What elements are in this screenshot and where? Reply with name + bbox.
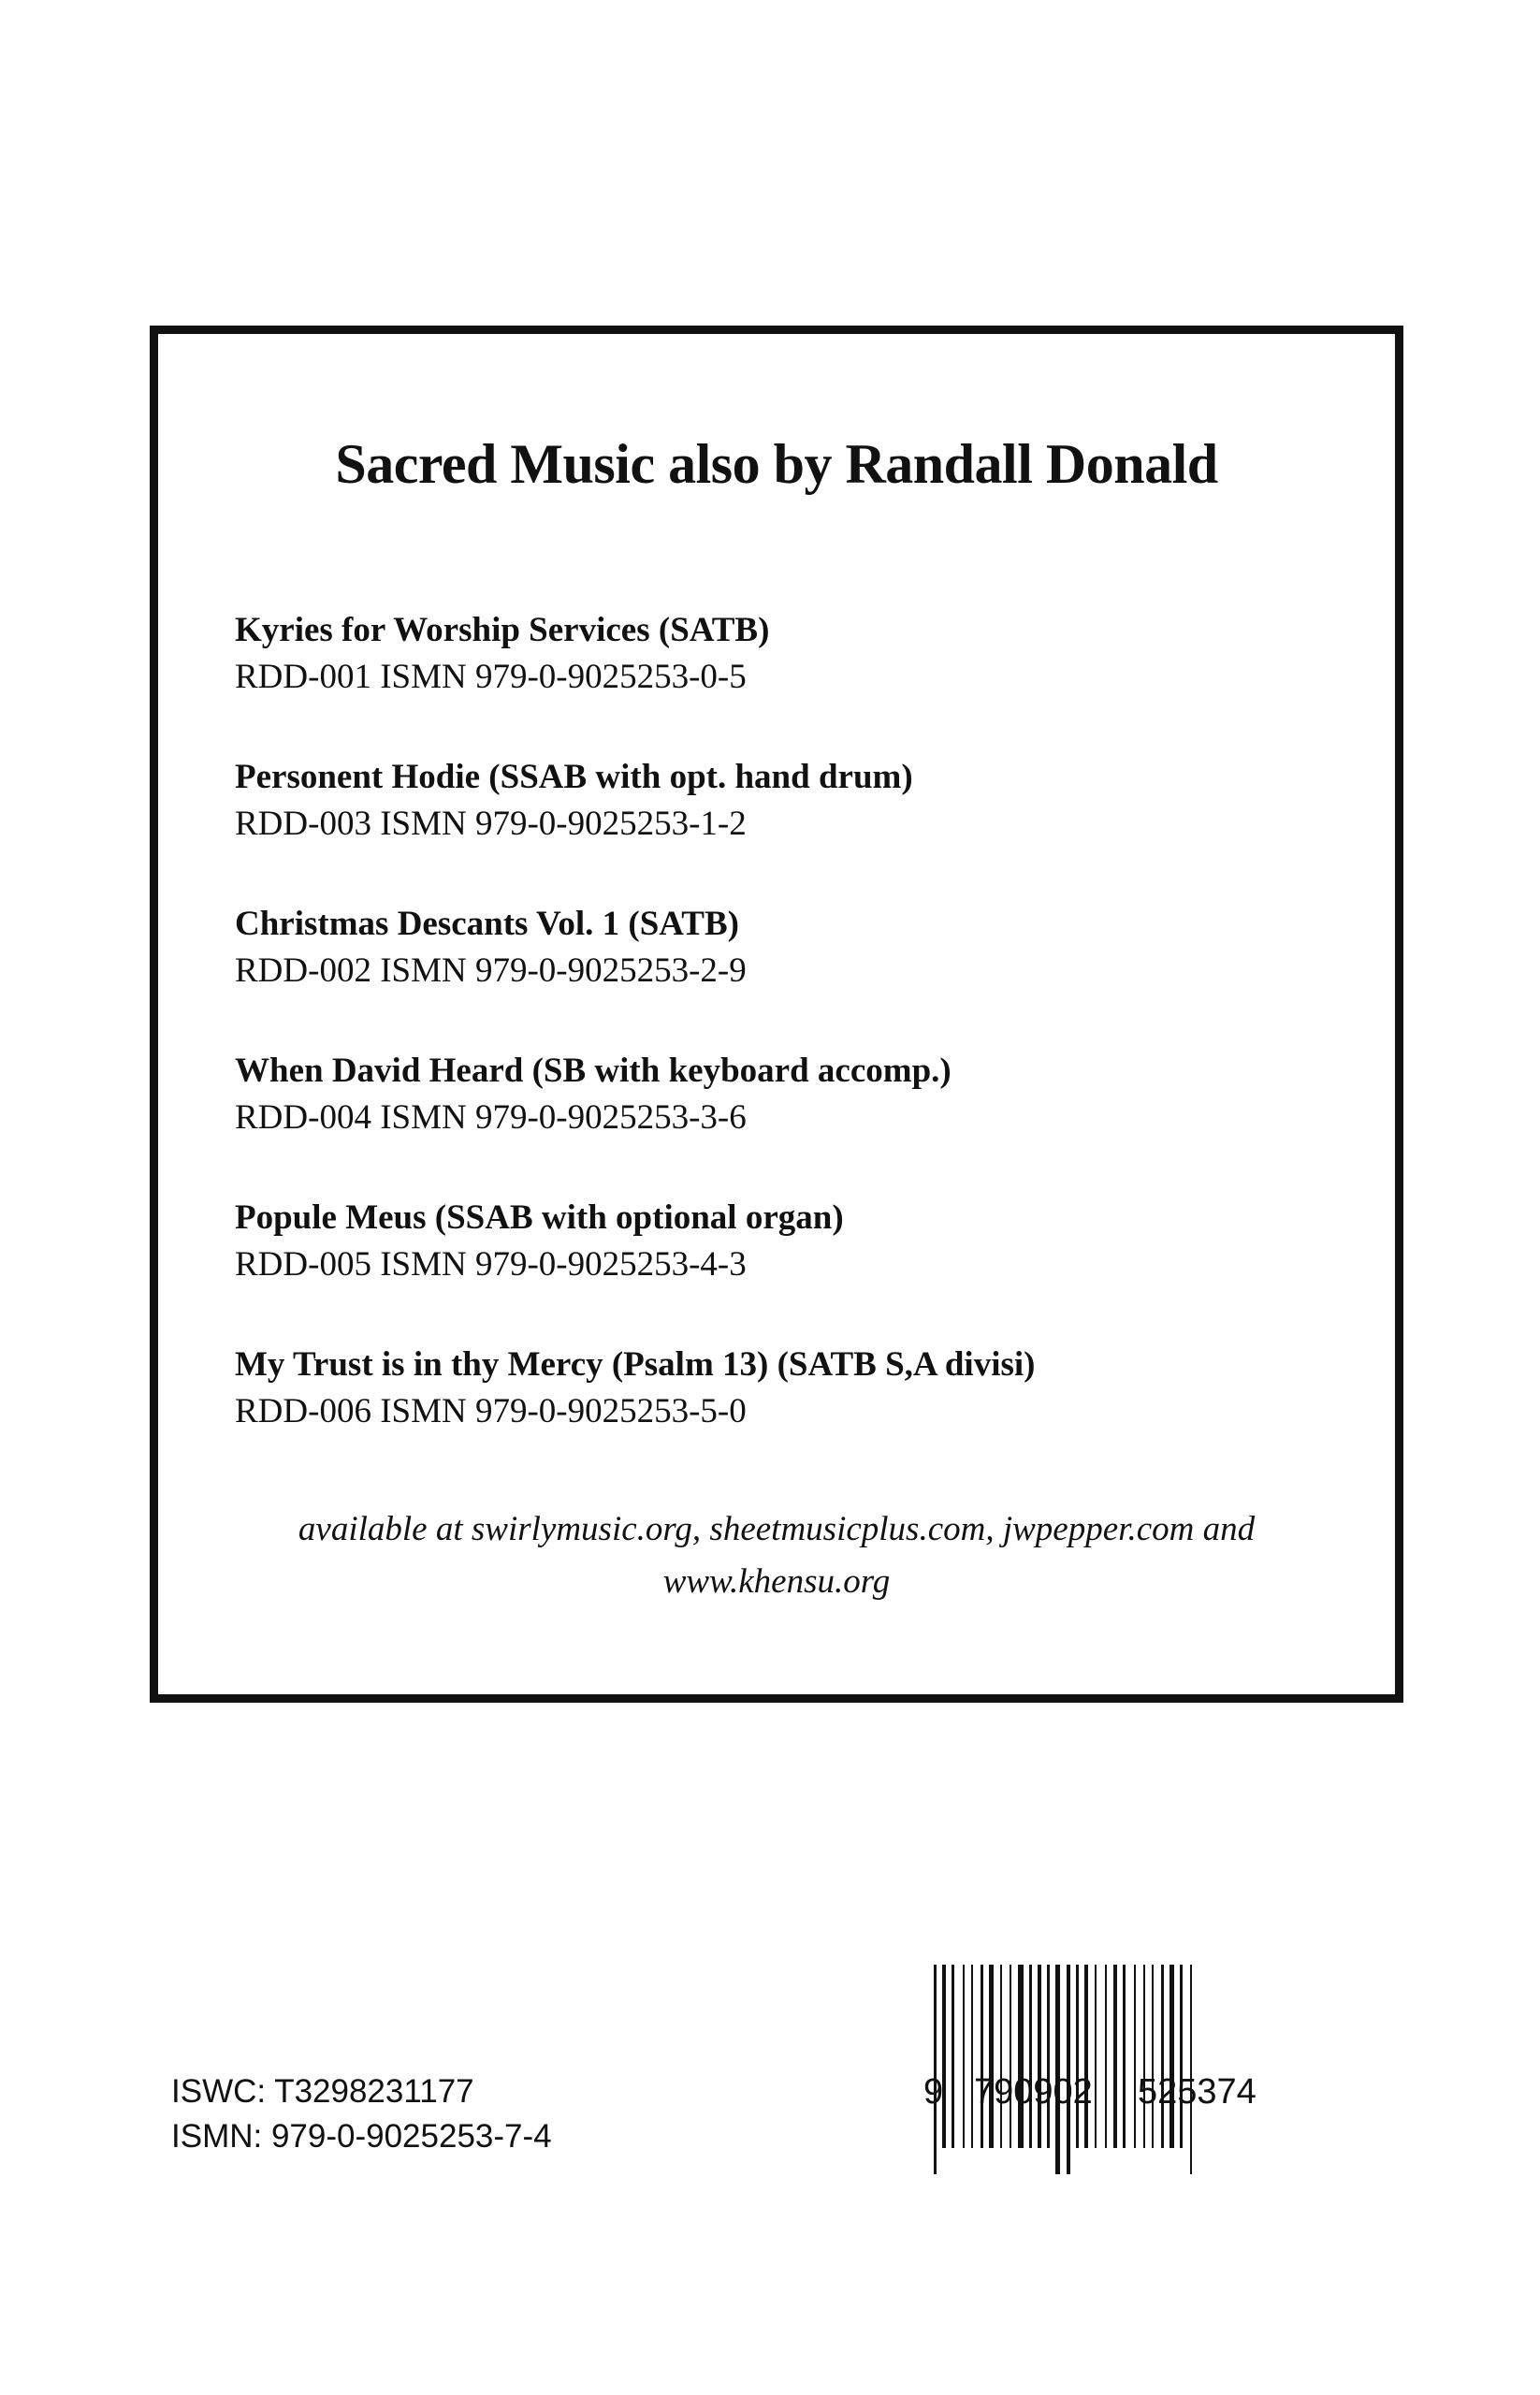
barcode-bar	[1180, 1965, 1183, 2148]
barcode-bar	[1076, 1965, 1079, 2148]
availability-line: www.khensu.org	[662, 1562, 891, 1601]
work-item	[235, 901, 1320, 1048]
barcode-bar	[1190, 1965, 1192, 2174]
work-title: Kyries for Worship Services (SATB)	[235, 611, 770, 649]
work-item	[235, 607, 1320, 754]
barcode-bar	[1152, 1965, 1154, 2148]
work-catalog-number: RDD-002 ISMN 979-0-9025253-2-9	[235, 951, 747, 990]
work-item	[235, 754, 1320, 901]
barcode-bar	[1018, 1965, 1024, 2148]
work-item	[235, 1195, 1320, 1342]
barcode-right-digits: 525374	[1138, 2072, 1257, 2112]
barcode-bar	[981, 1965, 983, 2148]
barcode-bar	[1084, 1965, 1088, 2148]
work-item	[235, 1342, 1320, 1488]
barcode-bar	[1055, 1965, 1060, 2174]
barcode-bars	[917, 1965, 1352, 2174]
identifier-codes	[171, 2069, 552, 2159]
barcode-bar	[963, 1965, 965, 2148]
barcode-icon	[917, 1965, 1352, 2174]
barcode-left-digits: 790902	[974, 2072, 1093, 2112]
barcode-bar	[1134, 1965, 1136, 2148]
work-title: Popule Meus (SSAB with optional organ)	[235, 1198, 844, 1237]
barcode-bar	[1047, 1965, 1050, 2148]
availability-note	[214, 1503, 1339, 1608]
barcode-bar	[1029, 1965, 1032, 2148]
work-title: Personent Hodie (SSAB with opt. hand drum)	[235, 758, 913, 796]
barcode-lead-digit: 9	[923, 2072, 944, 2112]
barcode-bar	[1067, 1965, 1070, 2174]
publications-box	[150, 326, 1403, 1703]
work-catalog-number: RDD-001 ISMN 979-0-9025253-0-5	[235, 658, 747, 696]
barcode-bar	[934, 1965, 937, 2174]
barcode-bar	[989, 1965, 994, 2148]
work-item	[235, 1048, 1320, 1195]
work-catalog-number: RDD-005 ISMN 979-0-9025253-4-3	[235, 1245, 747, 1284]
iswc-code: ISWC: T3298231177	[171, 2073, 474, 2110]
work-catalog-number: RDD-003 ISMN 979-0-9025253-1-2	[235, 805, 747, 843]
work-title: Christmas Descants Vol. 1 (SATB)	[235, 905, 739, 943]
work-title: When David Heard (SB with keyboard accomp.)	[235, 1052, 952, 1090]
work-catalog-number: RDD-004 ISMN 979-0-9025253-3-6	[235, 1098, 747, 1137]
availability-line: available at swirlymusic.org, sheetmusicplus.com, jwpepper.com and	[298, 1510, 1256, 1548]
barcode-bar	[952, 1965, 954, 2148]
barcode-bar	[1038, 1965, 1041, 2148]
work-catalog-number: RDD-006 ISMN 979-0-9025253-5-0	[235, 1392, 747, 1430]
barcode-bar	[971, 1965, 973, 2148]
barcode-bar	[1095, 1965, 1097, 2148]
barcode-bar	[942, 1965, 946, 2148]
barcode-bar	[1123, 1965, 1126, 2148]
works-list	[235, 607, 1320, 1488]
barcode-bar	[1113, 1965, 1117, 2148]
barcode-bar	[1000, 1965, 1002, 2148]
barcode-bar	[1143, 1965, 1145, 2148]
publications-heading: Sacred Music also by Randall Donald	[335, 433, 1218, 495]
ismn-code: ISMN: 979-0-9025253-7-4	[171, 2118, 552, 2155]
barcode-bar	[1161, 1965, 1164, 2148]
barcode-bar	[1105, 1965, 1107, 2148]
barcode-bar	[1170, 1965, 1174, 2148]
barcode-bar	[1010, 1965, 1011, 2148]
work-title: My Trust is in thy Mercy (Psalm 13) (SATB S,A divisi)	[235, 1345, 1036, 1384]
